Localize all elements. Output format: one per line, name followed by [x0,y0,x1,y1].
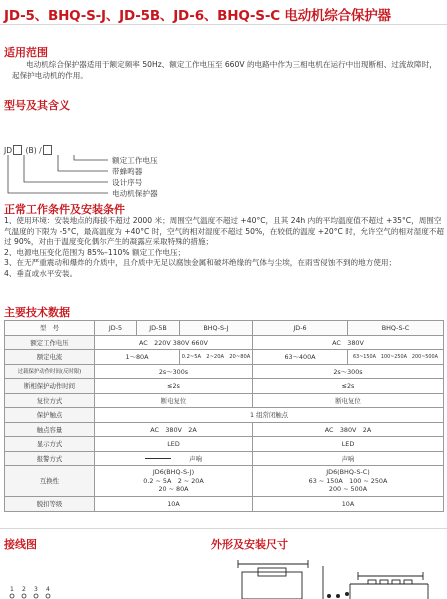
table-cell: 10A [253,497,444,512]
wiring-diagram [8,576,78,599]
table-row [5,321,444,336]
table-cell: 声响 [253,451,444,466]
tech-table [4,320,444,512]
row-label: 复位方式 [5,393,95,408]
table-row [5,437,444,452]
table-cell: 63~150A 100~250A 200~500A [348,350,444,365]
table-cell: 63～400A [253,350,348,365]
table-cell: JD-5B [137,321,180,336]
condition-item-3: 3、在无严重震动和爆炸的介质中，且介质中无足以腐蚀金属和破坏绝缘的气体与尘埃，在雨雪侵蚀不到的地方使用； [4,258,397,268]
table-row [5,408,444,423]
condition-item-1: 1、使用环境：安装地点的海拔不超过 2000 米；周围空气温度不超过 +40°C，且其 24h 内的平均温度值不超过 +35°C，周围空气温度的下限为 -5°C，最高温度为 +40°C 时，空气的相对湿度不超过 50%，在较低的温度 +20°C 时，允许空气的相对湿度不超过 90%，对由于温度变化偶尔产生的凝露应采取特殊的措施； [4,216,444,247]
model-code-prefix: JD [4,146,13,155]
table-cell [253,466,444,497]
terminal-label: 1 [10,586,14,593]
row-label: 额定工作电压 [5,335,95,350]
table-cell: 断电复位 [95,393,253,408]
alarm-dash [145,458,171,459]
table-cell: LED [253,437,444,452]
row-label: 脱扣等级 [5,497,95,512]
table-cell: 断电复位 [253,393,444,408]
section-heading-model: 型号及其含义 [4,99,70,112]
row-label: 过载保护动作时间(反时限) [5,364,95,379]
table-cell [95,451,253,466]
row-label: 互换性 [5,466,95,497]
alarm-value: 声响 [189,454,202,463]
table-cell: 1～80A [95,350,180,365]
table-cell: ≤2s [95,379,253,394]
terminal-label: 4 [46,586,50,593]
table-cell: 10A [95,497,253,512]
table-cell: JD-6 [253,321,348,336]
table-cell [95,466,253,497]
model-label-protector: 电动机保护器 [112,189,158,198]
interchange-b-range: 63 ~ 150A 100 ~ 250A [308,476,388,485]
table-row [5,466,444,497]
table-cell: JD-5 [95,321,137,336]
table-cell: AC 380V 2A [95,422,253,437]
table-cell: BHQ-S-C [348,321,444,336]
model-code-sep: / [39,146,42,155]
row-label: 型 号 [5,321,95,336]
applicable-text: 电动机综合保护器适用于额定频率 50Hz、额定工作电压至 660V 的电路中作为三相电机在运行中出现断相、过流故障时，起保护电动机的作用。 [12,60,437,80]
model-code-mid: (B) [25,146,37,155]
model-label-design: 设计序号 [112,178,143,187]
interchange-b-model: JD6(BHQ-S-C) [326,468,370,477]
table-row [5,379,444,394]
interchange-b-range2: 200 ~ 500A [328,485,368,494]
table-row [5,393,444,408]
table-cell: BHQ-S-J [180,321,253,336]
row-label: 断相保护动作时间 [5,379,95,394]
interchange-a-range2: 20 ~ 80A [158,485,189,494]
page-title: JD-5、BHQ-S-J、JD-5B、JD-6、BHQ-S-C 电动机综合保护器 [4,8,391,24]
section-heading-conditions: 正常工作条件及安装条件 [4,203,125,216]
conditions-list [4,216,444,280]
table-cell: 0.2~5A 2~20A 20~80A [180,350,253,365]
interchange-a-range: 0.2 ~ 5A 2 ~ 20A [143,476,204,485]
model-label-voltage: 额定工作电压 [112,156,158,165]
section-heading-applicable: 适用范围 [4,46,48,59]
table-cell: 1 组常闭触点 [95,408,444,423]
row-label: 保护触点 [5,408,95,423]
terminal-label: 3 [34,586,38,593]
table-cell: LED [95,437,253,452]
table-row [5,350,444,365]
terminal-label: 2 [22,586,26,593]
section-heading-dimensions: 外形及安装尺寸 [211,538,288,551]
table-cell: ≤2s [253,379,444,394]
dimension-drawing [228,556,444,599]
row-label: 额定电流 [5,350,95,365]
interchange-a-model: JD6(BHQ-S-J) [152,468,195,477]
table-row [5,422,444,437]
row-label: 触点容量 [5,422,95,437]
table-cell: AC 380V 2A [253,422,444,437]
section-divider [0,528,447,529]
row-label: 报警方式 [5,451,95,466]
condition-item-2: 2、电源电压变化范围为 85%–110% 额定工作电压； [4,247,186,257]
table-cell: 2s～300s [95,364,253,379]
table-cell: 2s～300s [253,364,444,379]
table-row [5,451,444,466]
row-label: 显示方式 [5,437,95,452]
condition-item-4: 4、垂直或水平安装。 [4,268,78,278]
section-heading-tech: 主要技术数据 [4,306,70,319]
table-row [5,335,444,350]
model-label-buzzer: 带蜂鸣器 [112,167,143,176]
section-heading-wiring: 接线图 [4,538,37,551]
table-row [5,364,444,379]
table-cell: AC 380V [253,335,444,350]
table-row [5,497,444,512]
table-cell: AC 220V 380V 660V [95,335,253,350]
